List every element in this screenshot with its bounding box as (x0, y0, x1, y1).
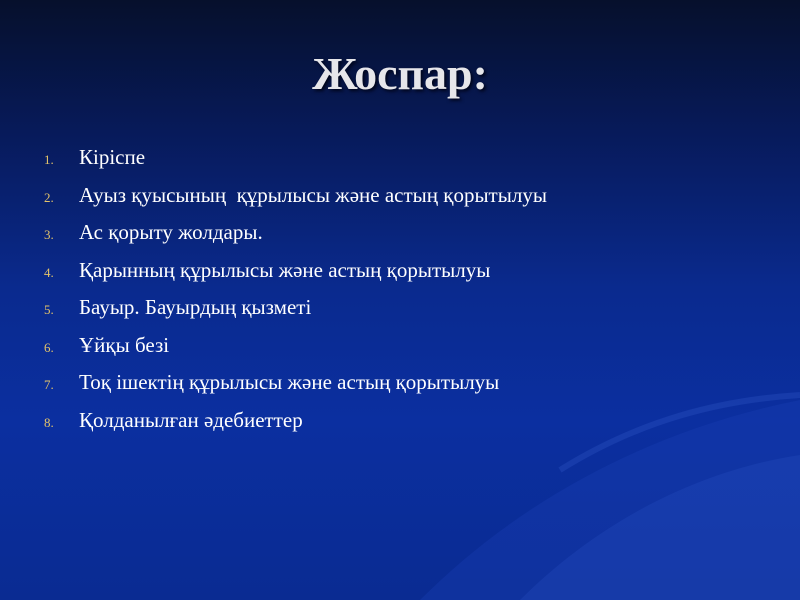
agenda-item (44, 145, 774, 183)
item-text: Бауыр. Бауырдың қызметі (79, 295, 312, 319)
item-number: 5. (44, 302, 54, 317)
item-number: 7. (44, 377, 54, 392)
agenda-item (44, 370, 774, 408)
agenda-list (44, 145, 774, 445)
item-text: Тоқ ішектің құрылысы және астың қорытылуы (79, 370, 500, 394)
item-text: Ауыз қуысының құрылысы және астың қорытылуы (79, 182, 547, 207)
item-number: 1. (44, 152, 54, 167)
item-number: 2. (44, 189, 54, 205)
agenda-item (44, 333, 774, 371)
item-text: Кіріспе (79, 145, 146, 169)
agenda-item (44, 258, 774, 296)
item-text: Қарынның құрылысы және астың қорытылуы (79, 257, 491, 282)
item-text: Қолданылған әдебиеттер (79, 407, 303, 432)
agenda-item (44, 408, 774, 446)
item-text: Ұйқы безі (79, 332, 170, 357)
item-number: 4. (44, 264, 54, 280)
item-number: 6. (44, 339, 54, 355)
agenda-item (44, 183, 774, 221)
slide-title: Жоспар: (312, 48, 488, 99)
item-number: 3. (44, 227, 54, 242)
agenda-item (44, 295, 774, 333)
agenda-item (44, 220, 774, 258)
item-text: Ас қорыту жолдары. (79, 220, 263, 244)
item-number: 8. (44, 414, 54, 430)
